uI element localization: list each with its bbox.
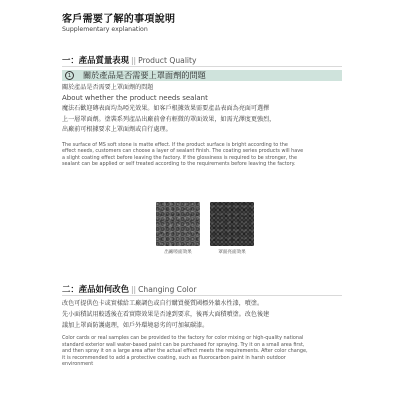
en-paragraph-line: The surface of MS soft stone is matte effect. If the product surface is bright according to the	[62, 141, 288, 148]
topic-title: 關於產品是否需要上罩面劑的問題	[83, 70, 206, 80]
en-paragraph-line: standard exterior wall water-based paint can be purchased for spraying. Try it on a small area first,	[62, 341, 305, 348]
swatch-card-gloss	[210, 202, 254, 255]
swatch-card-matte	[156, 202, 200, 255]
zh-paragraph-line: 改色可提供色卡或實樣給工廠調色或自行購買優質國標外牆水性漆，噴塗。	[62, 300, 264, 307]
section-heading-en: Product Quality	[138, 56, 197, 65]
gloss-finish-image	[210, 202, 254, 246]
zh-paragraph-line: 魔法石歡迎磚表面均為啞光效果。如客戶根據效果需要產品表面為亮面可選擇	[62, 105, 270, 112]
section-changing-color	[62, 283, 342, 368]
topic-body	[62, 83, 342, 168]
section-heading-zh: 二：產品如何改色	[62, 284, 129, 294]
finish-swatches	[156, 202, 254, 255]
zh-paragraph-line: 先小面積試用較透後在看實際效果是否達到要求，後再大面積噴塗。改色後建	[62, 311, 270, 318]
section-heading	[62, 283, 342, 294]
zh-paragraph-line: 出廠前可根據要求上罩面劑或自行處理。	[62, 126, 172, 133]
en-paragraph-line: a slight coating effect before leaving the factory. If the glossiness is required to be stronger, the	[62, 154, 297, 161]
en-paragraph-line: effect needs, customers can choose a layer of sealant finish. The coating series products will have	[62, 148, 304, 154]
swatch-caption: 罩面亮面效果	[218, 250, 246, 255]
en-paragraph-line: Color cards or real samples can be provided to the factory for color mixing or high-quality national	[62, 335, 304, 341]
heading-divider	[62, 295, 342, 296]
heading-divider	[62, 66, 342, 67]
matte-finish-image	[156, 202, 200, 246]
en-paragraph-line: it is recommended to add a protective coating, such as fluorocarbon paint in harsh outdoor	[62, 354, 286, 361]
section-heading-separator: ||	[131, 285, 137, 294]
en-title: About whether the product needs sealant	[62, 94, 208, 102]
en-paragraph-line: environment	[62, 361, 94, 367]
zh-title: 關於產品是否需要上罩面劑的問題	[62, 84, 154, 91]
topic-number-badge: 1	[65, 71, 74, 80]
section-heading-zh: 一：產品質量表現	[62, 55, 129, 65]
topic-bar	[62, 70, 342, 81]
section-heading-separator: ||	[131, 56, 137, 65]
zh-paragraph-line: 議加上罩面防護處理，如戶外環境惡劣的可加氟碳漆。	[62, 322, 209, 329]
en-paragraph-line: and then spray it on a large area after the actual effect meets the requirements. After color change,	[62, 348, 308, 354]
swatch-caption: 出廠啞面效果	[164, 250, 192, 255]
page-header	[62, 14, 175, 34]
section-heading	[62, 54, 342, 65]
en-paragraph-line: sealant can be applied or self treated according to the requirements before leaving the factory.	[62, 161, 296, 167]
page-title: 客戶需要了解的事項說明	[62, 14, 176, 25]
zh-paragraph-line: 上一層罩面劑。塗裝系列產品出廠前會有輕微的罩面效果，如需光澤度更強烈，	[62, 115, 276, 123]
section-body	[62, 298, 342, 368]
section-heading-en: Changing Color	[138, 285, 197, 294]
page-subtitle: Supplementary explanation	[62, 26, 148, 33]
section-product-quality	[62, 54, 342, 168]
